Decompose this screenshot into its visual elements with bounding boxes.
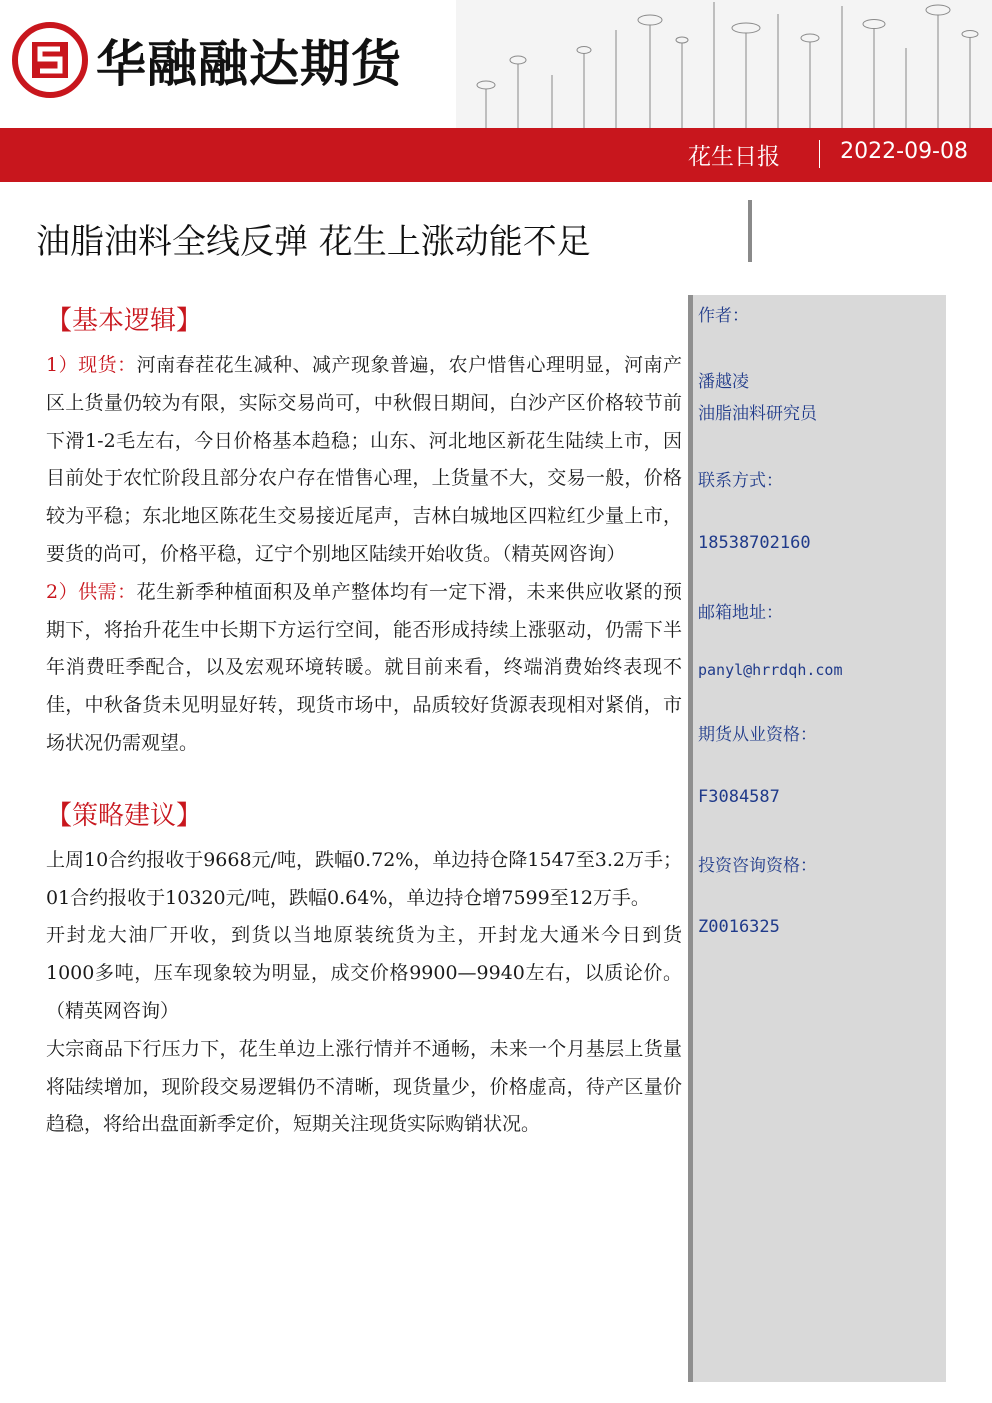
email-value: panyl@hrrdqh.com (698, 661, 843, 679)
report-banner (0, 128, 992, 182)
brand-name: 华融融达期货 (96, 35, 402, 93)
contact-label: 联系方式： (698, 471, 783, 491)
page-header (0, 0, 992, 170)
supply-label: 2）供需： (46, 580, 137, 603)
author-title: 油脂油料研究员 (698, 404, 817, 424)
decorative-pattern (456, 0, 992, 130)
strategy-paragraph-3: 大宗商品下行压力下，花生单边上涨行情并不通畅，未来一个月基层上货量将陆续增加，现阶段交易逻辑仍不清晰，现货量少，价格虚高，待产区量价趋稳，将给出盘面新季定价，短期关注现货实际购销状况。 (46, 1037, 682, 1136)
report-type: 花生日报 (688, 144, 780, 170)
section-heading-strategy: 【策略建议】 (46, 800, 203, 831)
page-title: 油脂油料全线反弹 花生上涨动能不足 (36, 222, 591, 262)
report-date: 2022-09-08 (840, 139, 968, 164)
strategy-paragraph-1: 上周10合约报收于9668元/吨，跌幅0.72%，单边持仓降1547至3.2万手；01合约报收于10320元/吨，跌幅0.64%，单边持仓增7599至12万手。 (46, 848, 682, 909)
banner-divider (819, 140, 820, 168)
advisory-qualification-value: Z0016325 (698, 917, 780, 937)
title-accent-bar (748, 200, 752, 262)
author-label: 作者： (698, 306, 749, 326)
advisory-qualification-label: 投资咨询资格： (698, 856, 817, 876)
futures-qualification-value: F3084587 (698, 787, 780, 807)
main-content (46, 300, 682, 1144)
strategy-paragraph-2: 开封龙大油厂开收，到货以当地原装统货为主，开封龙大通米今日到货1000多吨，压车现象较为明显，成交价格9900—9940左右，以质论价。（精英网咨询） (46, 924, 682, 1022)
email-label: 邮箱地址： (698, 603, 783, 623)
contact-value: 18538702160 (698, 533, 811, 553)
logic-paragraph-supply (46, 574, 682, 763)
spot-label: 1）现货： (46, 354, 137, 376)
author-name: 潘越凌 (698, 372, 749, 392)
futures-qualification-label: 期货从业资格： (698, 725, 817, 745)
section-spacer (46, 763, 682, 795)
author-sidebar (688, 295, 946, 1382)
brand-seal-icon (12, 22, 88, 98)
spot-text: 河南春茬花生减种、减产现象普遍，农户惜售心理明显，河南产区上货量仍较为有限，实际交易尚可，中秋假日期间，白沙产区价格较节前下滑1-2毛左右，今日价格基本趋稳；山东、河北地区新花生陆续上市，因目前处于农忙阶段且部分农户存在惜售心理，上货量不大，交易一般，价格较为平稳；东北地区陈花生交易接近尾声，吉林白城地区四粒红少量上市，要货的尚可，价格平稳，辽宁个别地区陆续开始收货。（精英网咨询） (46, 354, 682, 565)
supply-text: 花生新季种植面积及单产整体均有一定下滑，未来供应收紧的预期下，将抬升花生中长期下方运行空间，能否形成持续上涨驱动，仍需下半年消费旺季配合，以及宏观环境转暖。就目前来看，终端消费始终表现不佳，中秋备货未见明显好转，现货市场中，品质较好货源表现相对紧俏，市场状况仍需观望。 (46, 580, 682, 754)
logic-paragraph-spot (46, 347, 682, 574)
section-heading-logic: 【基本逻辑】 (46, 306, 203, 336)
